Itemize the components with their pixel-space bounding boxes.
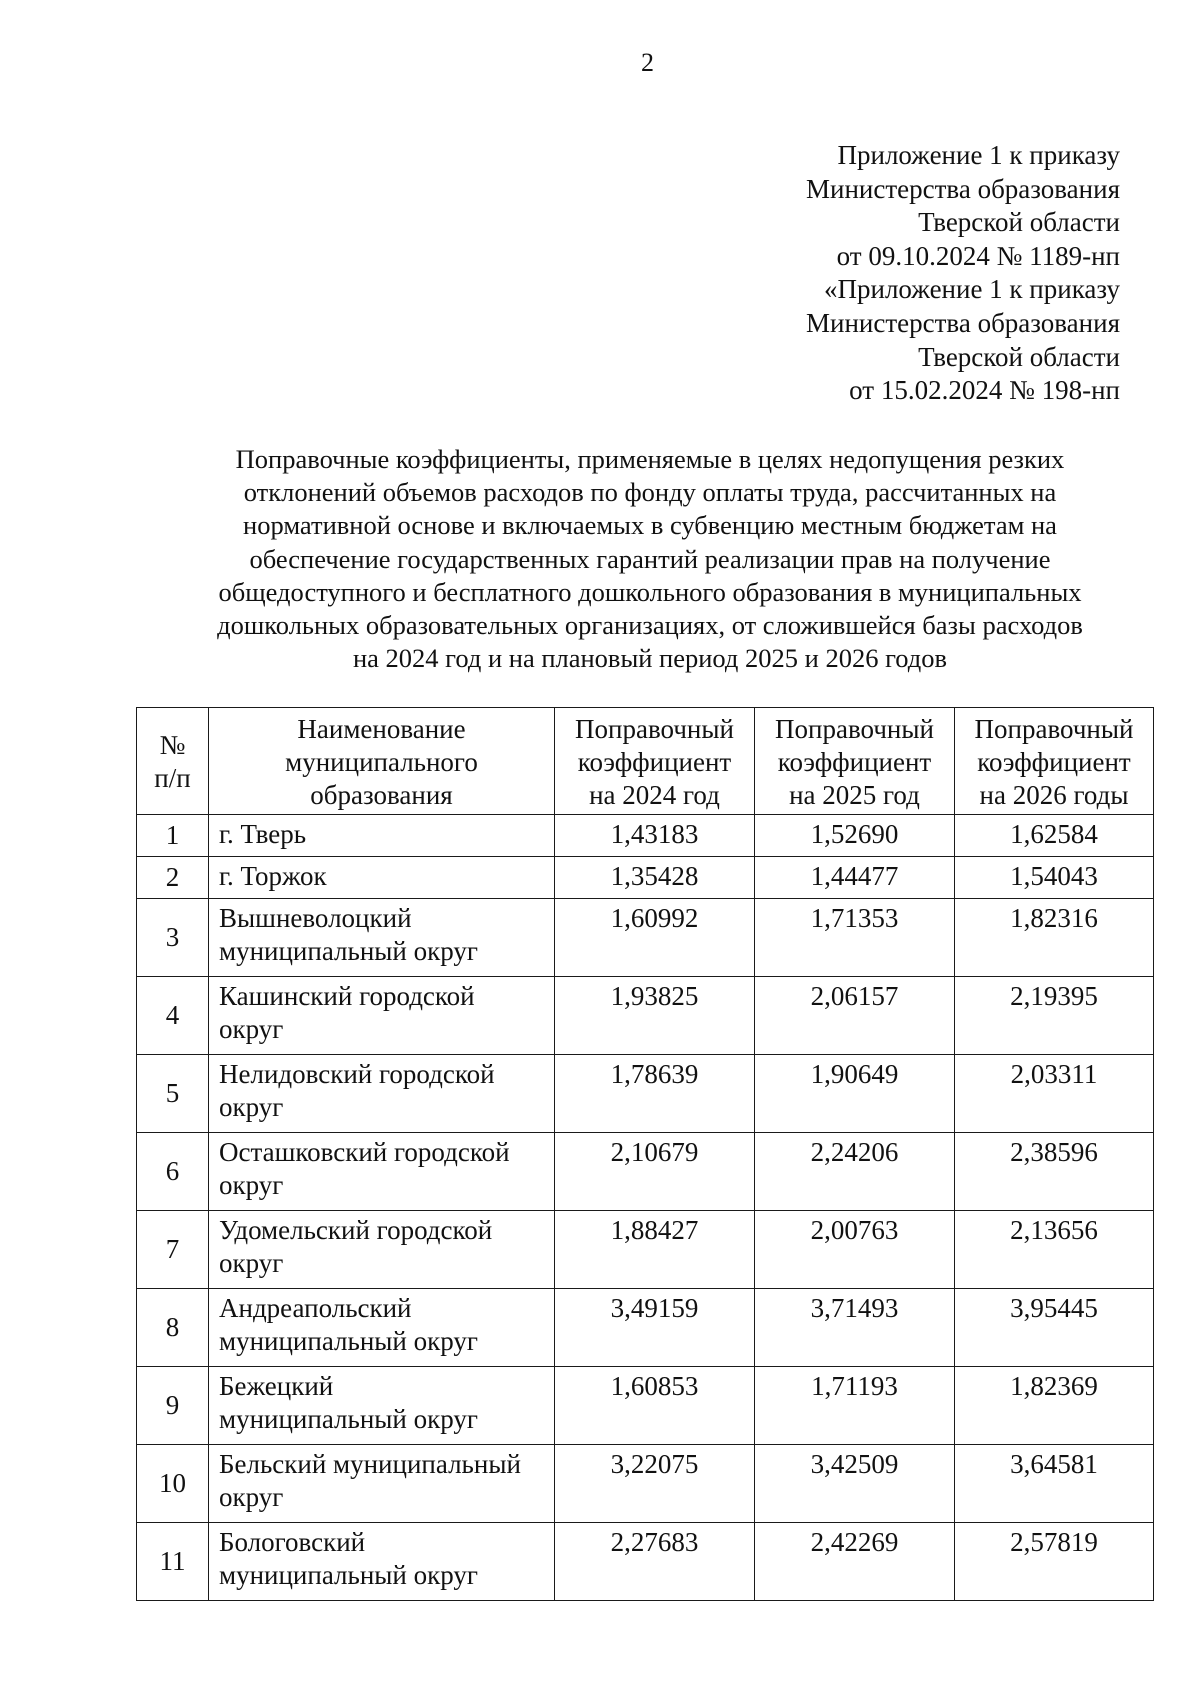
title-line: отклонений объемов расходов по фонду оплаты труда, рассчитанных на [243,477,1057,508]
coef-2024: 1,35428 [555,857,755,899]
appendix-line: Министерства образования [806,173,1120,204]
coef-2024: 1,60992 [555,899,755,977]
coef-2026: 2,19395 [955,977,1154,1055]
coef-2025: 2,42269 [755,1523,955,1601]
row-number: 9 [137,1367,209,1445]
row-number: 4 [137,977,209,1055]
municipality-name: Удомельский городской округ [209,1211,555,1289]
row-number: 2 [137,857,209,899]
table-row [137,1367,1154,1445]
municipality-name: г. Тверь [209,815,555,857]
coef-2025: 2,24206 [755,1133,955,1211]
coef-2026: 1,62584 [955,815,1154,857]
coef-2025: 3,71493 [755,1289,955,1367]
table-row [137,1055,1154,1133]
table-row [137,1133,1154,1211]
title-line: общедоступного и бесплатного дошкольного образования в муниципальных [218,576,1082,607]
header-coef-2025: Поправочный коэффициент на 2025 год [755,708,955,815]
title-line: обеспечение государственных гарантий реализации прав на получение [249,543,1051,574]
appendix-line: от 09.10.2024 № 1189-нп [836,240,1120,271]
appendix-line: Министерства образования [806,307,1120,338]
coef-2024: 2,10679 [555,1133,755,1211]
table-row [137,899,1154,977]
row-number: 7 [137,1211,209,1289]
appendix-reference [806,139,1120,408]
municipality-name: Бельский муниципальный округ [209,1445,555,1523]
coef-2025: 1,52690 [755,815,955,857]
coef-2025: 1,71353 [755,899,955,977]
table-row [137,1211,1154,1289]
coef-2024: 1,88427 [555,1211,755,1289]
coef-2025: 2,06157 [755,977,955,1055]
page-number: 2 [641,48,654,77]
table-row [137,977,1154,1055]
table-row [137,1289,1154,1367]
title-line: Поправочные коэффициенты, применяемые в целях недопущения резких [235,444,1065,474]
row-number: 5 [137,1055,209,1133]
coef-2024: 2,27683 [555,1523,755,1601]
coef-2024: 3,49159 [555,1289,755,1367]
municipality-name: Бологовский муниципальный округ [209,1523,555,1601]
table-row [137,857,1154,899]
row-number: 3 [137,899,209,977]
table-row [137,1523,1154,1601]
title-line: на 2024 год и на плановый период 2025 и 2026 годов [352,643,948,674]
appendix-line: «Приложение 1 к приказу [824,274,1120,305]
coef-2024: 1,60853 [555,1367,755,1445]
coef-2024: 3,22075 [555,1445,755,1523]
coef-2024: 1,78639 [555,1055,755,1133]
coef-2025: 2,00763 [755,1211,955,1289]
table-row [137,1445,1154,1523]
coef-2026: 2,38596 [955,1133,1154,1211]
appendix-line: Тверской области [918,207,1120,238]
coef-2026: 2,03311 [955,1055,1154,1133]
coef-2025: 3,42509 [755,1445,955,1523]
header-municipality: Наименование муниципального образования [209,708,555,815]
appendix-line: Приложение 1 к приказу [837,140,1120,170]
coef-2024: 1,93825 [555,977,755,1055]
title-line: нормативной основе и включаемых в субвенцию местным бюджетам на [243,510,1057,541]
coef-2026: 3,64581 [955,1445,1154,1523]
coef-2026: 1,82316 [955,899,1154,977]
municipality-name: Нелидовский городской округ [209,1055,555,1133]
coef-2025: 1,71193 [755,1367,955,1445]
title-line: дошкольных образовательных организациях, от сложившейся базы расходов [217,610,1083,641]
coefficients-table [136,707,1154,1601]
municipality-name: Андреапольский муниципальный округ [209,1289,555,1367]
row-number: 8 [137,1289,209,1367]
coef-2025: 1,44477 [755,857,955,899]
appendix-line: от 15.02.2024 № 198-нп [849,375,1120,406]
header-number: № п/п [137,708,209,815]
coef-2026: 2,57819 [955,1523,1154,1601]
municipality-name: г. Торжок [209,857,555,899]
table-header-row [137,708,1154,815]
header-coef-2024: Поправочный коэффициент на 2024 год [555,708,755,815]
municipality-name: Осташковский городской округ [209,1133,555,1211]
coef-2026: 3,95445 [955,1289,1154,1367]
municipality-name: Вышневолоцкий муниципальный округ [209,899,555,977]
appendix-line: Тверской области [918,341,1120,372]
row-number: 11 [137,1523,209,1601]
municipality-name: Кашинский городской округ [209,977,555,1055]
coef-2025: 1,90649 [755,1055,955,1133]
table-row [137,815,1154,857]
coef-2024: 1,43183 [555,815,755,857]
coef-2026: 2,13656 [955,1211,1154,1289]
document-title [150,443,1150,675]
coef-2026: 1,54043 [955,857,1154,899]
coef-2026: 1,82369 [955,1367,1154,1445]
header-coef-2026: Поправочный коэффициент на 2026 годы [955,708,1154,815]
row-number: 10 [137,1445,209,1523]
row-number: 1 [137,815,209,857]
row-number: 6 [137,1133,209,1211]
municipality-name: Бежецкий муниципальный округ [209,1367,555,1445]
